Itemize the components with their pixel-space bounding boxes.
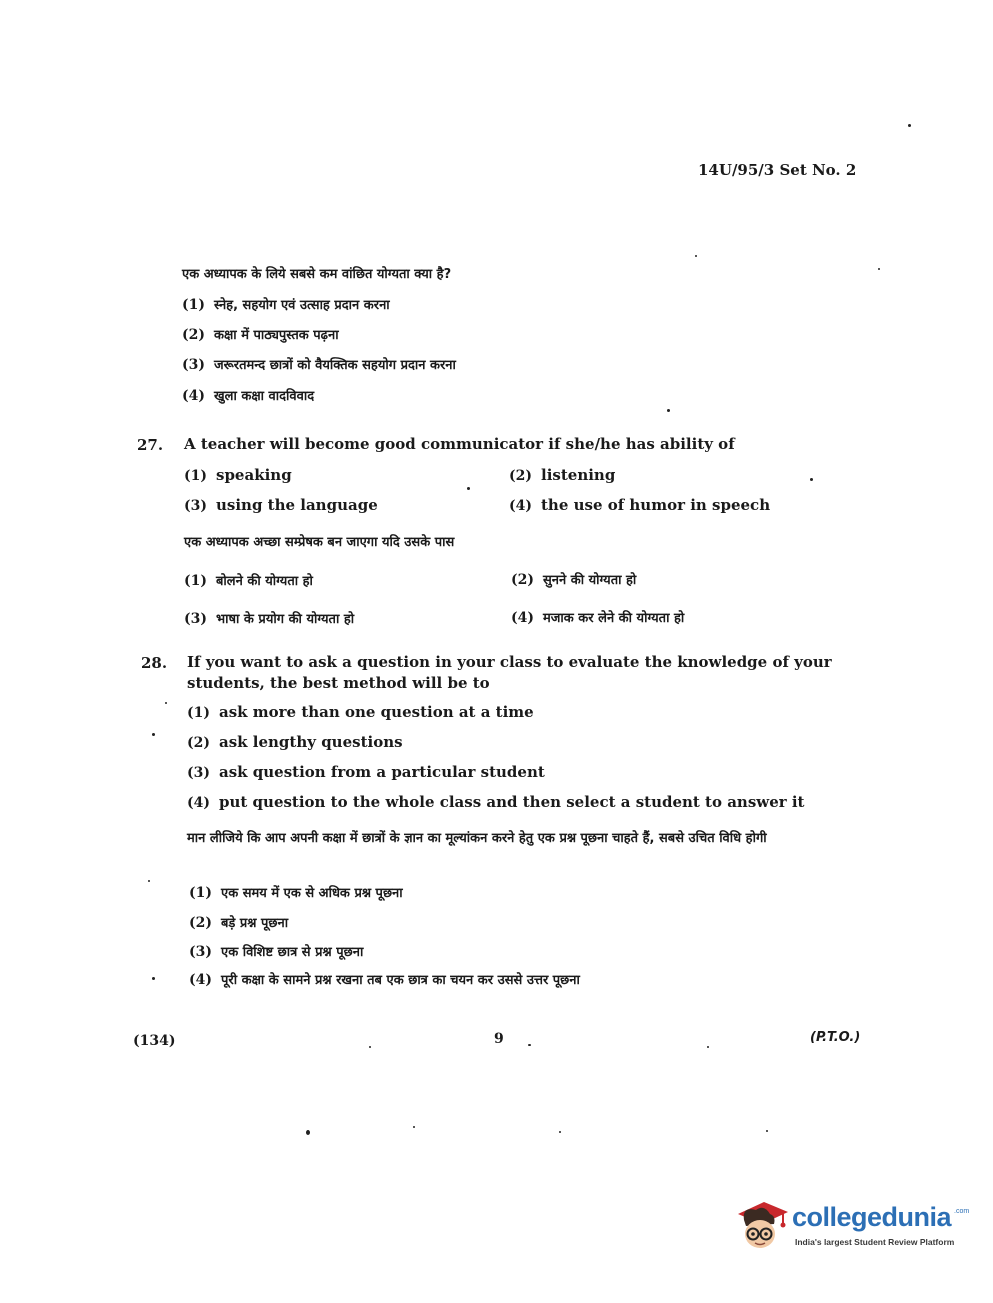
q28-option-1 <box>187 703 534 721</box>
q27-option-1 <box>184 466 292 484</box>
q27-option-4 <box>509 496 770 514</box>
scan-speck <box>165 702 167 704</box>
page-number: 9 <box>494 1031 504 1047</box>
scan-speck <box>707 1046 709 1048</box>
option-number: (1) <box>184 573 207 589</box>
scan-speck <box>559 1131 561 1133</box>
q27-hindi-option-2 <box>511 570 636 588</box>
option-number: (1) <box>184 468 207 484</box>
option-number: (4) <box>187 795 210 811</box>
q27-option-2 <box>509 466 615 484</box>
option-text: listening <box>541 466 616 484</box>
option-text: ask question from a particular student <box>219 763 545 781</box>
scan-speck <box>148 880 150 882</box>
option-number: (2) <box>187 735 210 751</box>
q27-hindi-option-1 <box>184 571 313 589</box>
option-text: स्नेह, सहयोग एवं उत्साह प्रदान करना <box>214 298 390 313</box>
scan-speck <box>766 1130 768 1132</box>
option-number: (2) <box>511 572 534 588</box>
pto-label: (P.T.O.) <box>810 1030 861 1045</box>
option-text: ask lengthy questions <box>219 733 403 751</box>
q27-hindi-option-4 <box>511 608 684 626</box>
q26-option-1 <box>182 295 390 313</box>
scan-speck <box>878 268 880 270</box>
option-number: (2) <box>182 327 205 343</box>
q28-hindi-option-1 <box>189 883 403 901</box>
q27-number: 27. <box>137 436 164 454</box>
q27-english-text: A teacher will become good communicator if she/he has ability of <box>184 435 735 453</box>
option-text: speaking <box>216 466 292 484</box>
option-text: बड़े प्रश्न पूछना <box>221 916 289 931</box>
student-mascot-logo <box>734 1196 790 1256</box>
option-number: (2) <box>189 915 212 931</box>
q27-hindi-option-3 <box>184 609 354 627</box>
option-text: बोलने की योग्यता हो <box>216 574 313 589</box>
q28-hindi-text: मान लीजिये कि आप अपनी कक्षा में छात्रों के ज्ञान का मूल्यांकन करने हेतु एक प्रश्न पूछना चाहते हैं, सबसे उचित विधि होगी <box>187 831 767 846</box>
scan-speck <box>152 733 155 736</box>
option-number: (1) <box>189 885 212 901</box>
q28-english-text: If you want to ask a question in your class to evaluate the knowledge of your students, the best method will be to <box>187 653 832 692</box>
scan-speck <box>306 1130 310 1135</box>
option-number: (3) <box>184 498 207 514</box>
option-number: (3) <box>189 944 212 960</box>
q28-option-4 <box>187 793 805 811</box>
option-text: पूरी कक्षा के सामने प्रश्न रखना तब एक छात्र का चयन कर उससे उत्तर पूछना <box>221 973 580 988</box>
option-text: जरूरतमन्द छात्रों को वैयक्तिक सहयोग प्रदान करना <box>214 358 456 373</box>
brand-tld: .com <box>954 1208 970 1215</box>
scan-speck <box>908 124 911 127</box>
brand-name: collegedunia <box>792 1202 952 1232</box>
scan-speck <box>695 255 697 257</box>
option-text: मजाक कर लेने की योग्यता हो <box>543 611 685 626</box>
option-number: (2) <box>509 468 532 484</box>
q28-hindi-option-2 <box>189 913 288 931</box>
option-text: कक्षा में पाठ्यपुस्तक पढ़ना <box>214 328 339 343</box>
q26-option-2 <box>182 325 339 343</box>
brand-tagline: India's largest Student Review Platform <box>795 1237 955 1247</box>
paper-code: 14U/95/3 Set No. 2 <box>698 161 857 179</box>
option-number: (3) <box>184 611 207 627</box>
q28-option-2 <box>187 733 403 751</box>
option-text: एक समय में एक से अधिक प्रश्न पूछना <box>221 886 403 901</box>
option-text: खुला कक्षा वादविवाद <box>214 389 315 404</box>
footer-code: (134) <box>133 1033 176 1049</box>
option-text: ask more than one question at a time <box>219 703 534 721</box>
scan-speck <box>413 1126 415 1128</box>
option-text: सुनने की योग्यता हो <box>543 573 637 588</box>
option-text: put question to the whole class and then select a student to answer it <box>219 793 805 811</box>
option-text: using the language <box>216 496 378 514</box>
option-number: (4) <box>511 610 534 626</box>
collegedunia-watermark <box>734 1196 970 1258</box>
scan-speck <box>467 487 470 490</box>
option-number: (4) <box>189 972 212 988</box>
q27-hindi-text: एक अध्यापक अच्छा सम्प्रेषक बन जाएगा यदि उसके पास <box>184 535 455 550</box>
option-number: (4) <box>509 498 532 514</box>
q28-hindi-option-3 <box>189 942 363 960</box>
option-number: (3) <box>187 765 210 781</box>
q28-option-3 <box>187 763 545 781</box>
q26-option-3 <box>182 355 456 373</box>
scan-speck <box>667 409 670 412</box>
scan-speck <box>152 977 155 980</box>
option-number: (1) <box>187 705 210 721</box>
scan-speck <box>369 1046 371 1048</box>
option-number: (4) <box>182 388 205 404</box>
q26-option-4 <box>182 386 314 404</box>
scan-speck <box>528 1044 531 1046</box>
q27-option-3 <box>184 496 378 514</box>
option-number: (1) <box>182 297 205 313</box>
q28-hindi-option-4 <box>189 970 580 988</box>
q28-number: 28. <box>141 654 168 672</box>
q26-hindi-text: एक अध्यापक के लिये सबसे कम वांछित योग्यता क्या है? <box>182 267 452 282</box>
option-text: एक विशिष्ट छात्र से प्रश्न पूछना <box>221 945 364 960</box>
scan-speck <box>810 478 813 481</box>
option-text: भाषा के प्रयोग की योग्यता हो <box>216 612 355 627</box>
option-text: the use of humor in speech <box>541 496 771 514</box>
option-number: (3) <box>182 357 205 373</box>
